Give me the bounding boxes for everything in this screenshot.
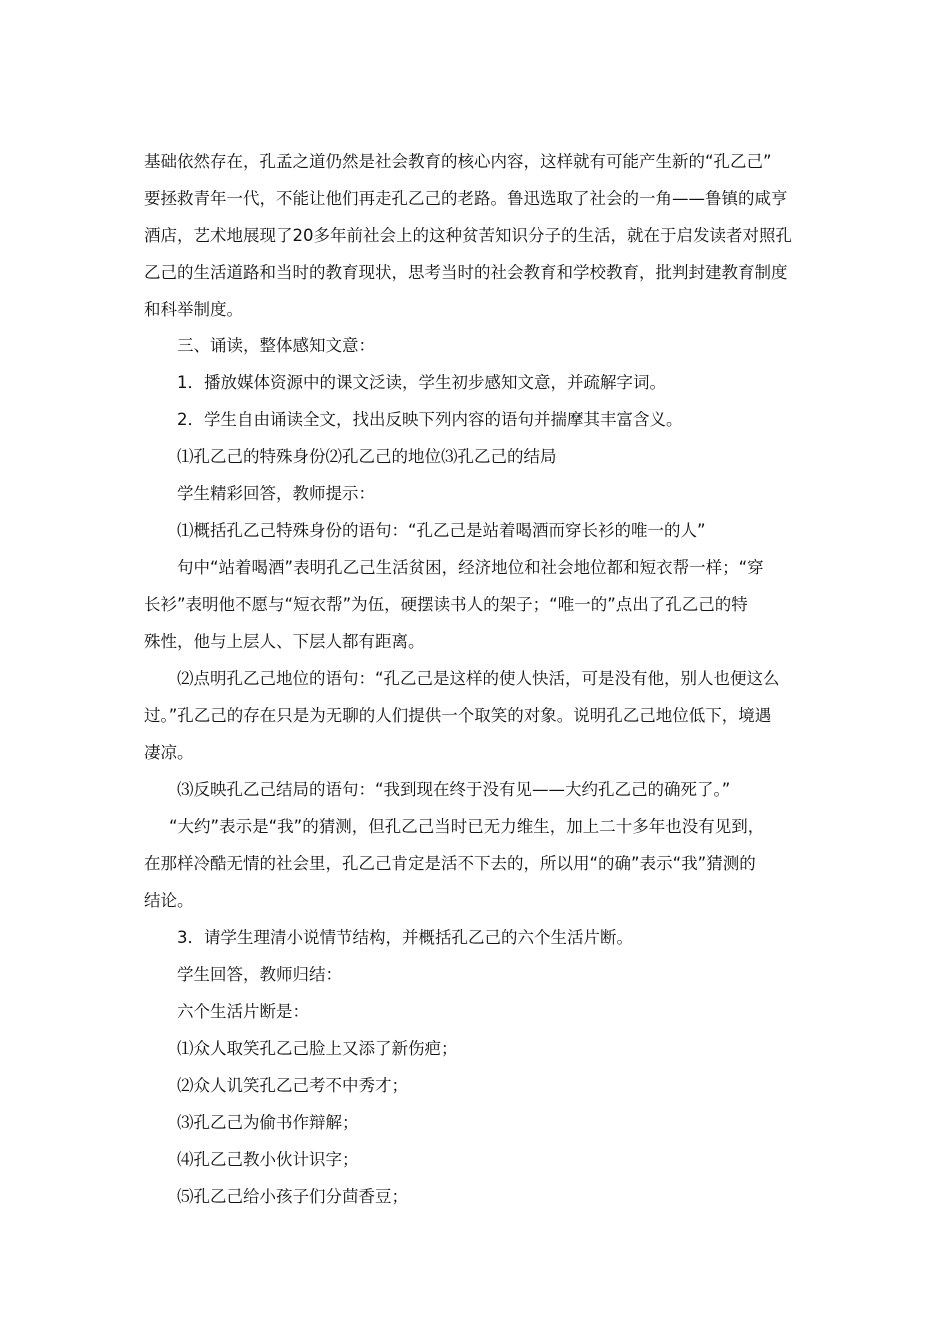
list-item: ⑶孔乙己为偷书作辩解；: [177, 1113, 359, 1132]
paragraph-line: 长衫”表明他不愿与“短衣帮”为伍，硬摆读书人的架子；“唯一的”点出了孔乙己的特: [144, 595, 748, 614]
paragraph-line: “大约”表示是“我”的猜测，但孔乙己当时已无力维生，加上二十多年也没有见到，: [169, 817, 765, 836]
paragraph-line: 乙己的生活道路和当时的教育现状，思考当时的社会教育和学校教育，批判封建教育制度: [144, 263, 788, 282]
paragraph-line: 过。”孔乙己的存在只是为无聊的人们提供一个取笑的对象。说明孔乙己地位低下，境遇: [144, 706, 772, 725]
paragraph-line: 殊性，他与上层人、下层人都有距离。: [144, 632, 425, 651]
paragraph-line: ⑵点明孔乙己地位的语句：“孔乙己是这样的使人快活，可是没有他，别人也便这么: [177, 669, 780, 688]
paragraph-line: 酒店，艺术地展现了20多年前社会上的这种贫苦知识分子的生活，就在于启发读者对照孔: [144, 226, 792, 245]
paragraph-line: 学生回答，教师归结：: [177, 965, 342, 984]
paragraph-line: 六个生活片断是：: [177, 1002, 309, 1021]
paragraph-line: ⑶反映孔乙己结局的语句：“我到现在终于没有见——大约孔乙己的确死了。”: [177, 780, 731, 799]
list-item: ⑴众人取笑孔乙己脸上又添了新伤疤；: [177, 1039, 458, 1058]
list-item: ⑵众人讥笑孔乙己考不中秀才；: [177, 1076, 408, 1095]
paragraph-line: ⑴孔乙己的特殊身份⑵孔乙己的地位⑶孔乙己的结局: [177, 447, 557, 466]
paragraph-line: 在那样冷酷无情的社会里，孔乙己肯定是活不下去的，所以用“的确”表示“我”猜测的: [144, 854, 756, 873]
list-item: 2．学生自由诵读全文，找出反映下列内容的语句并揣摩其丰富含义。: [177, 410, 683, 429]
paragraph-line: 结论。: [144, 891, 194, 910]
paragraph-line: 基础依然存在，孔孟之道仍然是社会教育的核心内容，这样就有可能产生新的“孔乙己”: [144, 152, 772, 171]
paragraph-line: 凄凉。: [144, 743, 194, 762]
list-item: ⑸孔乙己给小孩子们分茴香豆；: [177, 1187, 408, 1206]
list-item: ⑷孔乙己教小伙计识字；: [177, 1150, 359, 1169]
paragraph-line: 学生精彩回答，教师提示：: [177, 484, 375, 503]
section-heading: 三、诵读，整体感知文意：: [177, 336, 375, 355]
list-item: 1．播放媒体资源中的课文泛读，学生初步感知文意，并疏解字词。: [177, 373, 666, 392]
paragraph-line: 和科举制度。: [144, 300, 243, 319]
paragraph-line: ⑴概括孔乙己特殊身份的语句：“孔乙己是站着喝酒而穿长衫的唯一的人”: [177, 521, 706, 540]
paragraph-line: 要拯救青年一代，不能让他们再走孔乙己的老路。鲁迅选取了社会的一角——鲁镇的咸亨: [144, 189, 788, 208]
paragraph-line: 句中“站着喝酒”表明孔乙己生活贫困，经济地位和社会地位都和短衣帮一样；“穿: [177, 558, 764, 577]
list-item: 3．请学生理清小说情节结构，并概括孔乙己的六个生活片断。: [177, 928, 633, 947]
